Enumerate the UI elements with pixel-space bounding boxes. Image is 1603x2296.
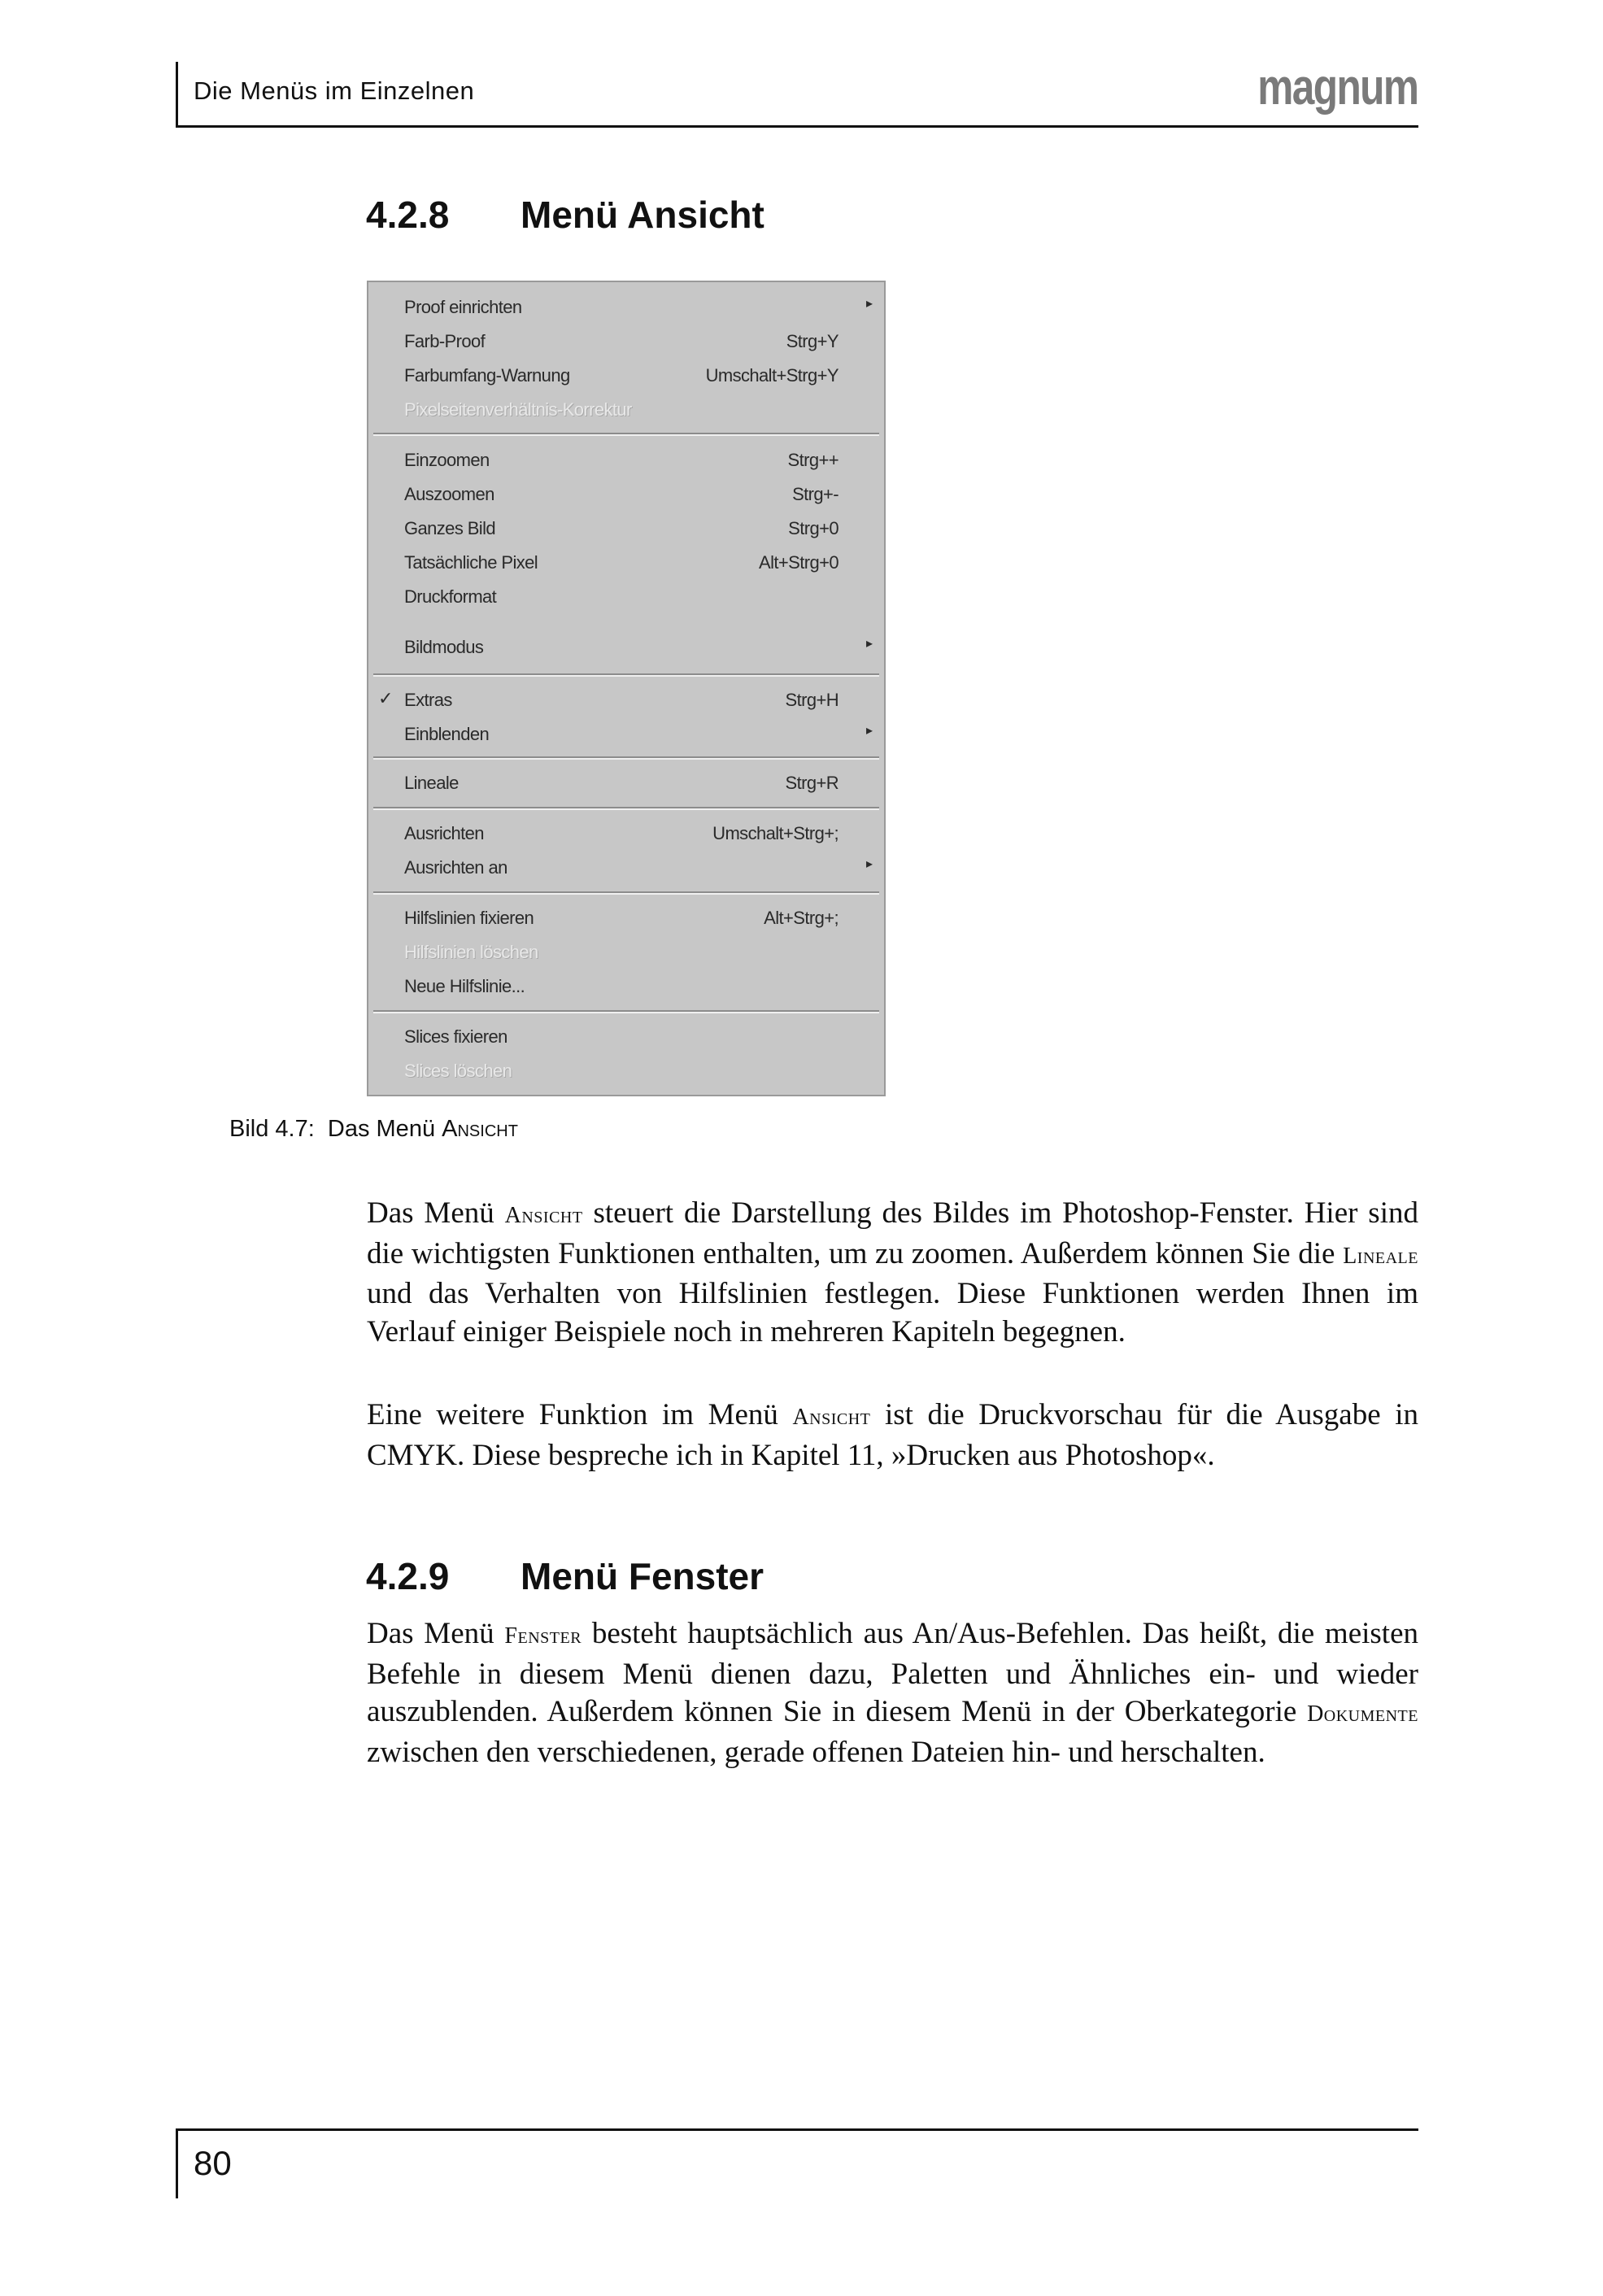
section-number: 4.2.9 (366, 1555, 450, 1597)
menu-separator (373, 807, 879, 810)
menu-separator (373, 433, 879, 436)
footer-vertical-rule (176, 2128, 178, 2198)
menu-item: Hilfslinien fixieren Alt+Strg+; (404, 908, 839, 928)
caption-menu-name: Ansicht (442, 1116, 518, 1142)
menu-ansicht-screenshot (367, 281, 886, 1096)
menu-item-disabled: Slices löschen (404, 1061, 512, 1081)
submenu-arrow-icon: ▸ (865, 297, 873, 311)
menu-item: Ausrichten Umschalt+Strg+; (404, 823, 839, 843)
running-header: Die Menüs im Einzelnen (194, 76, 475, 105)
menu-item: Ganzes Bild Strg+0 (404, 518, 839, 538)
menu-item: Neue Hilfslinie... (404, 976, 525, 996)
section-heading-429 (366, 1554, 764, 1598)
section-number: 4.2.8 (366, 194, 450, 236)
menu-item: Einzoomen Strg++ (404, 450, 839, 470)
header-rule (176, 125, 1418, 128)
menu-item: Farb-Proof Strg+Y (404, 331, 839, 351)
menu-item: Einblenden ▸ (404, 724, 873, 744)
menu-item: Lineale Strg+R (404, 773, 839, 793)
menu-item-disabled: Hilfslinien löschen (404, 942, 538, 962)
menu-reference: Ansicht (504, 1203, 583, 1228)
menu-item: Tatsächliche Pixel Alt+Strg+0 (404, 552, 839, 573)
menu-separator (373, 1010, 879, 1013)
menu-separator (373, 756, 879, 760)
submenu-arrow-icon: ▸ (865, 724, 873, 738)
menu-item: Farbumfang-Warnung Umschalt+Strg+Y (404, 365, 839, 386)
menu-item: Slices fixieren (404, 1026, 507, 1047)
menu-separator (373, 891, 879, 895)
section-heading-428 (366, 193, 764, 237)
menu-item: Auszoomen Strg+- (404, 484, 839, 504)
menu-reference: Dokumente (1307, 1701, 1418, 1727)
section-title: Menü Ansicht (521, 194, 764, 236)
paragraph-fenster: Das Menü Fenster besteht hauptsächlich aus An/Aus-Befehlen. Das heißt, die meisten Befehle in diesem Menü dienen dazu, Paletten und Ähnliches ein- und wieder auszublenden. Außerdem können Sie in diesem Menü in der Oberkategorie Dokumente zwischen den verschiedenen, gerade offenen Dateien hin- und herschalten. (367, 1617, 1418, 1769)
menu-item: Ausrichten an ▸ (404, 857, 873, 878)
submenu-arrow-icon: ▸ (865, 857, 873, 871)
paragraph-ansicht-1: Das Menü Ansicht steuert die Darstellung des Bildes im Photoshop-Fenster. Hier sind die wichtigsten Funktionen enthalten, um zu zoomen. Außerdem können Sie die Lineale und das Verhalten von Hilfslinien festlegen. Diese Funktionen werden Ihnen im Verlauf einiger Beispiele noch in mehreren Kapiteln begegnen. (367, 1196, 1418, 1348)
submenu-arrow-icon: ▸ (865, 637, 873, 651)
checkmark-icon: ✓ (378, 688, 394, 708)
brand-logo: magnum (1257, 59, 1418, 115)
menu-reference: Fenster (504, 1623, 582, 1649)
menu-item: Bildmodus ▸ (404, 637, 873, 657)
paragraph-ansicht-2: Eine weitere Funktion im Menü Ansicht ist die Druckvorschau für die Ausgabe in CMYK. Diese bespreche ich in Kapitel 11, »Drucken aus Photoshop«. (367, 1398, 1418, 1472)
menu-reference: Lineale (1343, 1243, 1418, 1269)
figure-caption: Bild 4.7: Das Menü Ansicht (229, 1116, 518, 1142)
footer-rule (176, 2128, 1418, 2131)
menu-item-disabled: Pixelseitenverhältnis-Korrektur (404, 399, 632, 420)
menu-reference: Ansicht (792, 1405, 871, 1430)
section-title: Menü Fenster (521, 1555, 764, 1597)
menu-item: Druckformat (404, 586, 497, 607)
menu-separator (373, 673, 879, 677)
menu-item: Proof einrichten ▸ (404, 297, 873, 317)
page-number: 80 (194, 2144, 232, 2182)
menu-item-checked: ✓ Extras Strg+H (378, 688, 839, 710)
header-vertical-rule (176, 62, 178, 127)
